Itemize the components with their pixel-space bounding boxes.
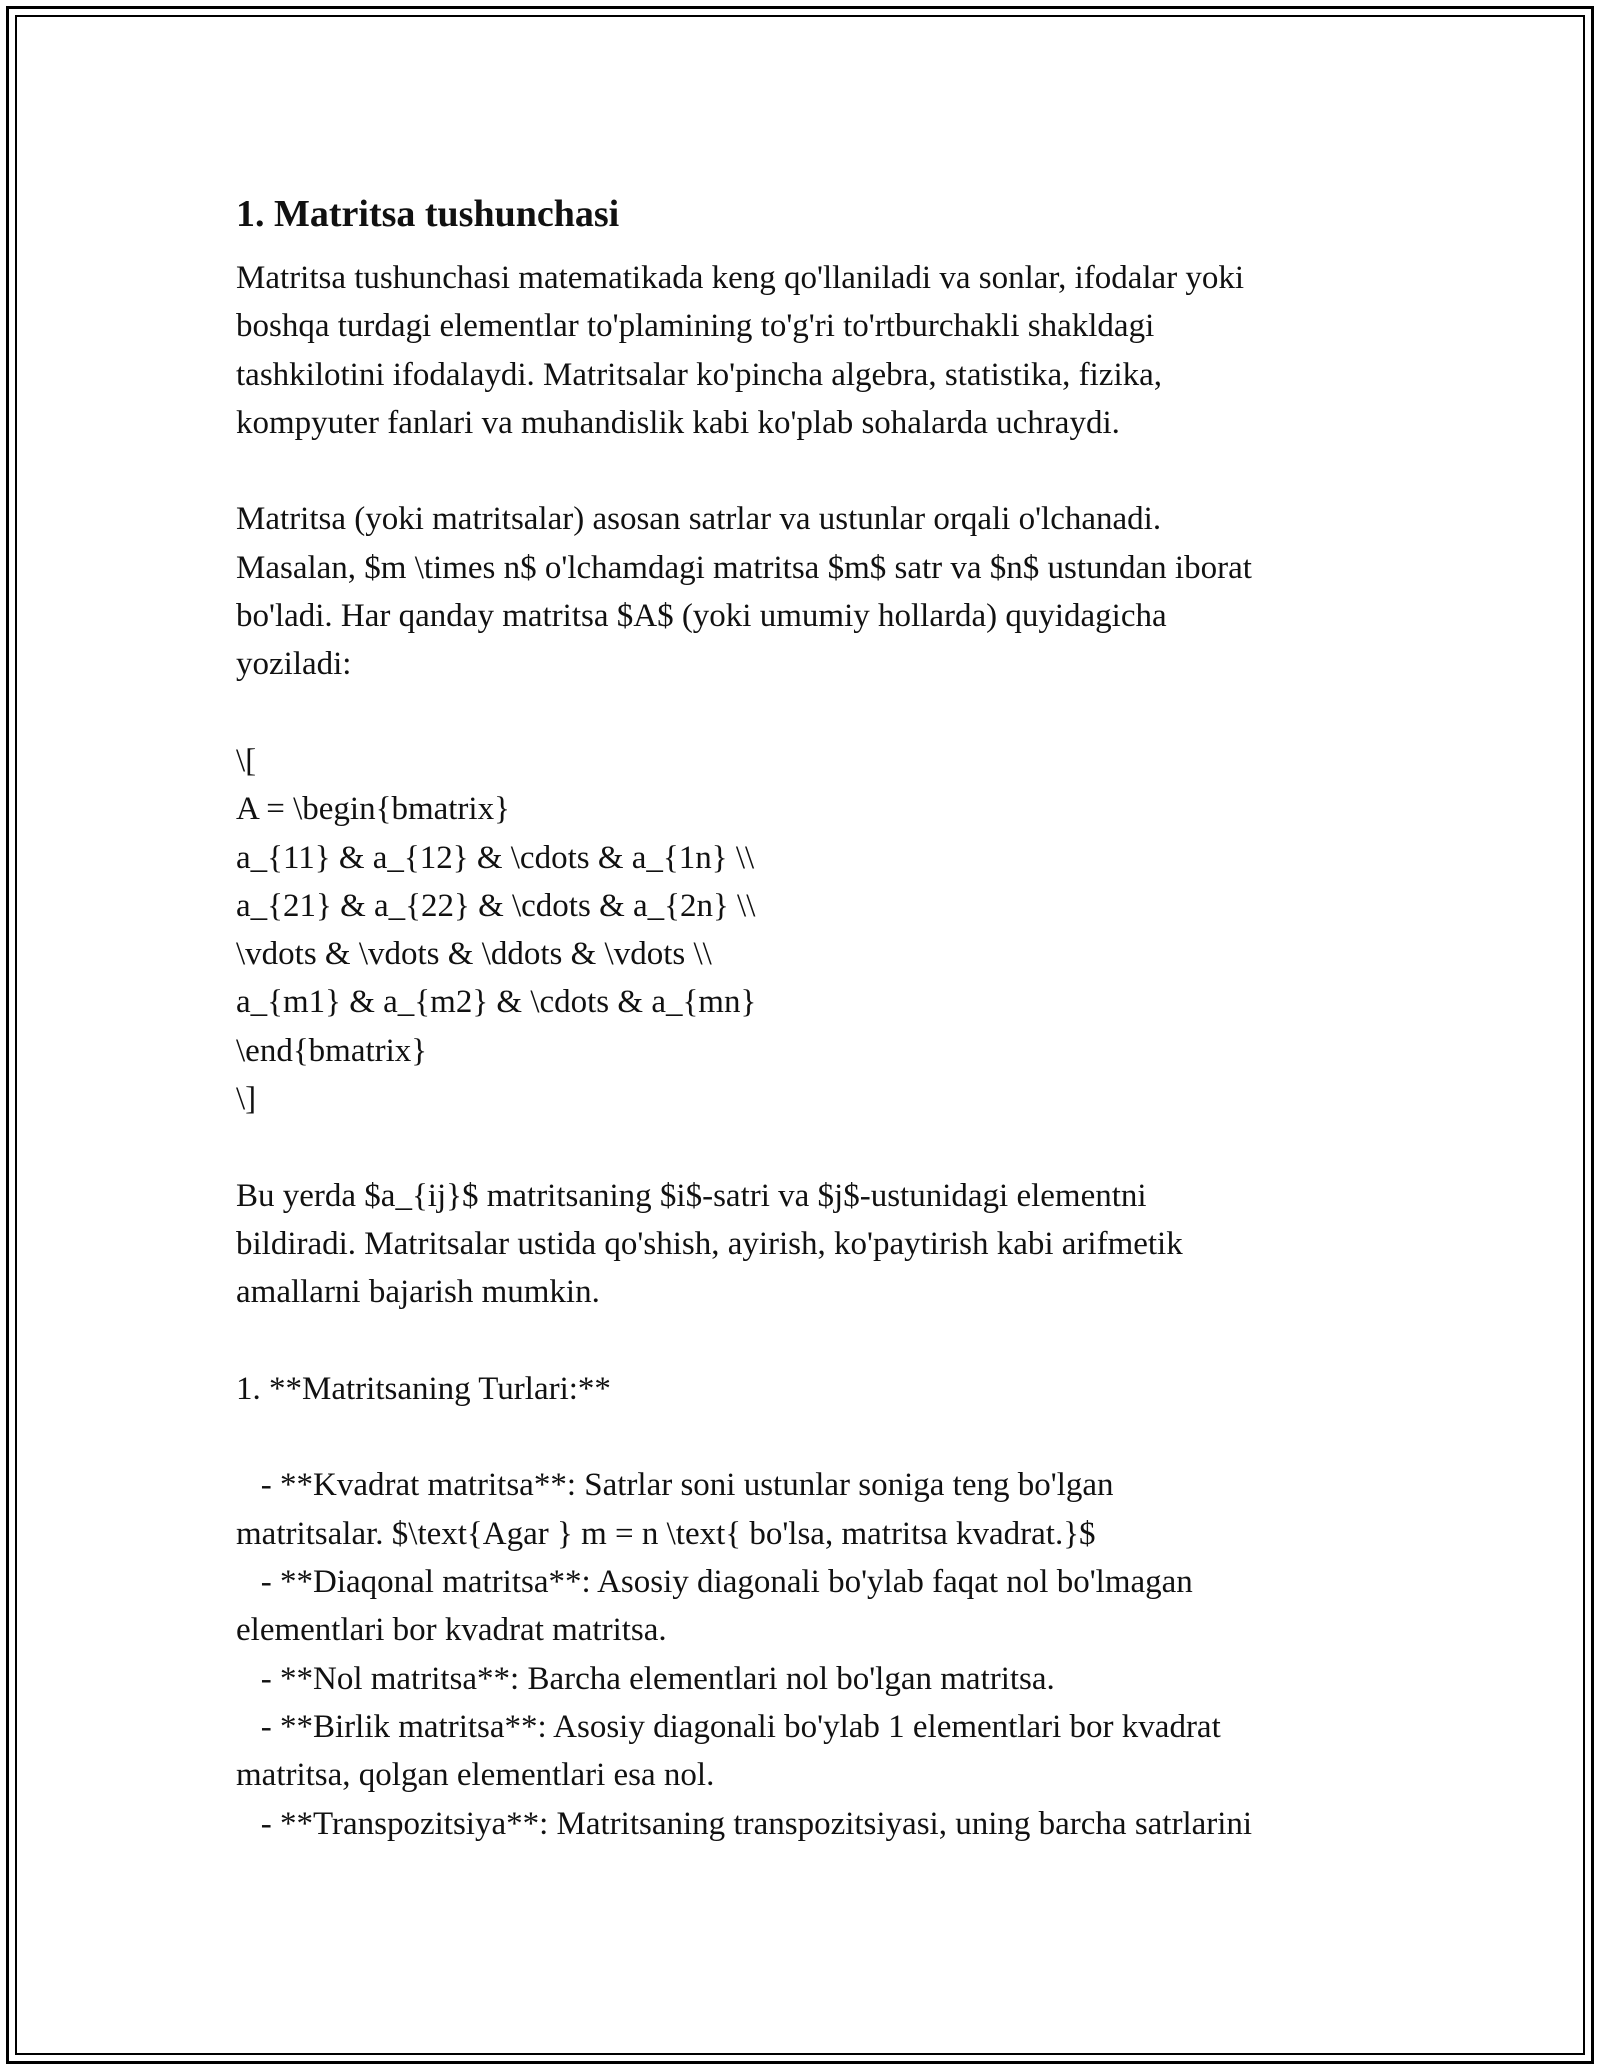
text-line: \vdots & \vdots & \ddots & \vdots \\ [236, 936, 712, 973]
text-line: 1. **Matritsaning Turlari:** [236, 1370, 611, 1407]
text-line: kompyuter fanlari va muhandislik kabi ko'plab sohalarda uchraydi. [236, 404, 1120, 441]
text-line: A = \begin{bmatrix} [236, 791, 510, 828]
blank-line [236, 447, 1396, 495]
text-line: a_{11} & a_{12} & \cdots & a_{1n} \\ [236, 839, 755, 876]
blank-line [236, 689, 1396, 737]
blank-line [236, 1413, 1396, 1461]
text-line: - **Kvadrat matritsa**: Satrlar soni ustunlar soniga teng bo'lgan [236, 1467, 1114, 1504]
section-heading: 1. Matritsa tushunchasi [236, 193, 620, 235]
text-line: tashkilotini ifodalaydi. Matritsalar ko'pincha algebra, statistika, fizika, [236, 356, 1163, 393]
text-line: bildiradi. Matritsalar ustida qo'shish, ayirish, ko'paytirish kabi arifmetik [236, 1225, 1183, 1262]
text-line: matritsa, qolgan elementlari esa nol. [236, 1757, 715, 1794]
text-line: a_{21} & a_{22} & \cdots & a_{2n} \\ [236, 887, 756, 924]
text-line: \] [236, 1081, 257, 1118]
text-line: - **Transpozitsiya**: Matritsaning transpozitsiyasi, uning barcha satrlarini [236, 1805, 1253, 1842]
text-line: Matritsa (yoki matritsalar) asosan satrlar va ustunlar orqali o'lchanadi. [236, 501, 1162, 538]
blank-line [236, 1317, 1396, 1365]
text-line: boshqa turdagi elementlar to'plamining to'g'ri to'rtburchakli shakldagi [236, 308, 1155, 345]
text-line: Masalan, $m \times n$ o'lchamdagi matritsa $m$ satr va $n$ ustundan iborat [236, 549, 1252, 586]
blank-line [236, 1123, 1396, 1171]
text-line: a_{m1} & a_{m2} & \cdots & a_{mn} [236, 984, 757, 1021]
text-line: elementlari bor kvadrat matritsa. [236, 1612, 667, 1649]
text-line: yoziladi: [236, 646, 352, 683]
text-line: - **Diaqonal matritsa**: Asosiy diagonali bo'ylab faqat nol bo'lmagan [236, 1564, 1193, 1601]
text-line: - **Birlik matritsa**: Asosiy diagonali bo'ylab 1 elementlari bor kvadrat [236, 1708, 1221, 1745]
text-line: Matritsa tushunchasi matematikada keng qo'llaniladi va sonlar, ifodalar yoki [236, 260, 1245, 296]
text-line: \[ [236, 742, 257, 779]
text-line: \end{bmatrix} [236, 1032, 428, 1069]
document-body [236, 188, 1396, 1848]
text-line: - **Nol matritsa**: Barcha elementlari nol bo'lgan matritsa. [236, 1660, 1055, 1697]
text-line: Bu yerda $a_{ij}$ matritsaning $i$-satri va $j$-ustunidagi elementni [236, 1177, 1147, 1214]
text-lines [236, 254, 1396, 1848]
text-line: amallarni bajarish mumkin. [236, 1274, 600, 1311]
text-line: bo'ladi. Har qanday matritsa $A$ (yoki umumiy hollarda) quyidagicha [236, 598, 1167, 635]
text-line: matritsalar. $\text{Agar } m = n \text{ bo'lsa, matritsa kvadrat.}$ [236, 1515, 1096, 1552]
